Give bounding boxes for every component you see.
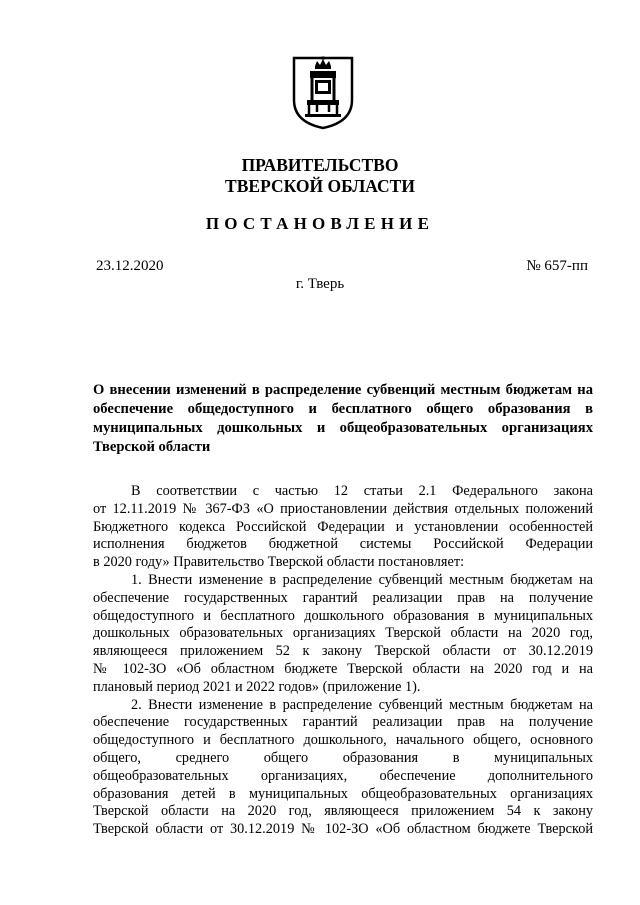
document-date: 23.12.2020: [96, 258, 164, 274]
tver-coat-of-arms-icon: [291, 56, 355, 130]
body-line: от 12.11.2019 № 367-ФЗ «О приостановлении действия отдельных положений: [93, 500, 593, 517]
body-line: № 102-ЗО «Об областном бюджете Тверской области на 2020 год и на: [93, 660, 593, 677]
body-line: общедоступного и бесплатного дошкольного образования в муниципальных: [93, 607, 593, 624]
subject-line: Тверской области: [93, 439, 211, 455]
body-line: в 2020 году» Правительство Тверской области постановляет:: [93, 554, 465, 571]
body-line: Бюджетного кодекса Российской Федерации и установлении особенностей: [93, 518, 593, 535]
org-name-line1: ПРАВИТЕЛЬСТВО: [241, 155, 399, 175]
body-line: общего, среднего общего образования в муниципальных: [93, 749, 593, 766]
document-number: № 657-пп: [526, 258, 588, 274]
document-type-title: ПОСТАНОВЛЕНИЕ: [205, 214, 435, 233]
body-line: 2. Внести изменение в распределение субвенций местным бюджетам на: [131, 696, 593, 713]
subject-line: муниципальных дошкольных и общеобразовательных организациях: [93, 420, 593, 436]
body-line: Тверской области на 2020 год, являющееся приложением 54 к закону: [93, 803, 593, 820]
document-body: [93, 483, 593, 839]
body-line: исполнения бюджетов бюджетной системы Российской Федерации: [93, 536, 593, 553]
body-line: являющееся приложением 52 к закону Тверской области от 30.12.2019: [93, 643, 593, 660]
document-subject: [93, 381, 593, 457]
subject-line: обеспечение общедоступного и бесплатного общего образования в: [93, 401, 593, 417]
body-line: В соответствии с частью 12 статьи 2.1 Федерального закона: [131, 483, 593, 499]
org-name-line2: ТВЕРСКОЙ ОБЛАСТИ: [225, 176, 415, 196]
body-line: 1. Внести изменение в распределение субвенций местным бюджетам на: [131, 571, 593, 588]
body-line: Тверской области от 30.12.2019 № 102-ЗО «Об областном бюджете Тверской: [93, 821, 593, 838]
body-line: плановый период 2021 и 2022 годов» (приложение 1).: [93, 678, 421, 695]
body-line: дошкольных образовательных организациях Тверской области на 2020 год,: [93, 625, 593, 642]
subject-line: О внесении изменений в распределение субвенций местным бюджетам на: [93, 382, 593, 398]
body-line: общедоступного и бесплатного дошкольного, начального общего, основного: [93, 732, 593, 749]
body-line: общеобразовательных организациях, обеспечение дополнительного: [93, 767, 593, 784]
body-line: образования детей в муниципальных общеобразовательных организациях: [93, 785, 593, 802]
body-line: обеспечение государственных гарантий реализации прав на получение: [93, 714, 593, 731]
document-city: г. Тверь: [295, 276, 345, 292]
body-line: обеспечение государственных гарантий реализации прав на получение: [93, 589, 593, 606]
